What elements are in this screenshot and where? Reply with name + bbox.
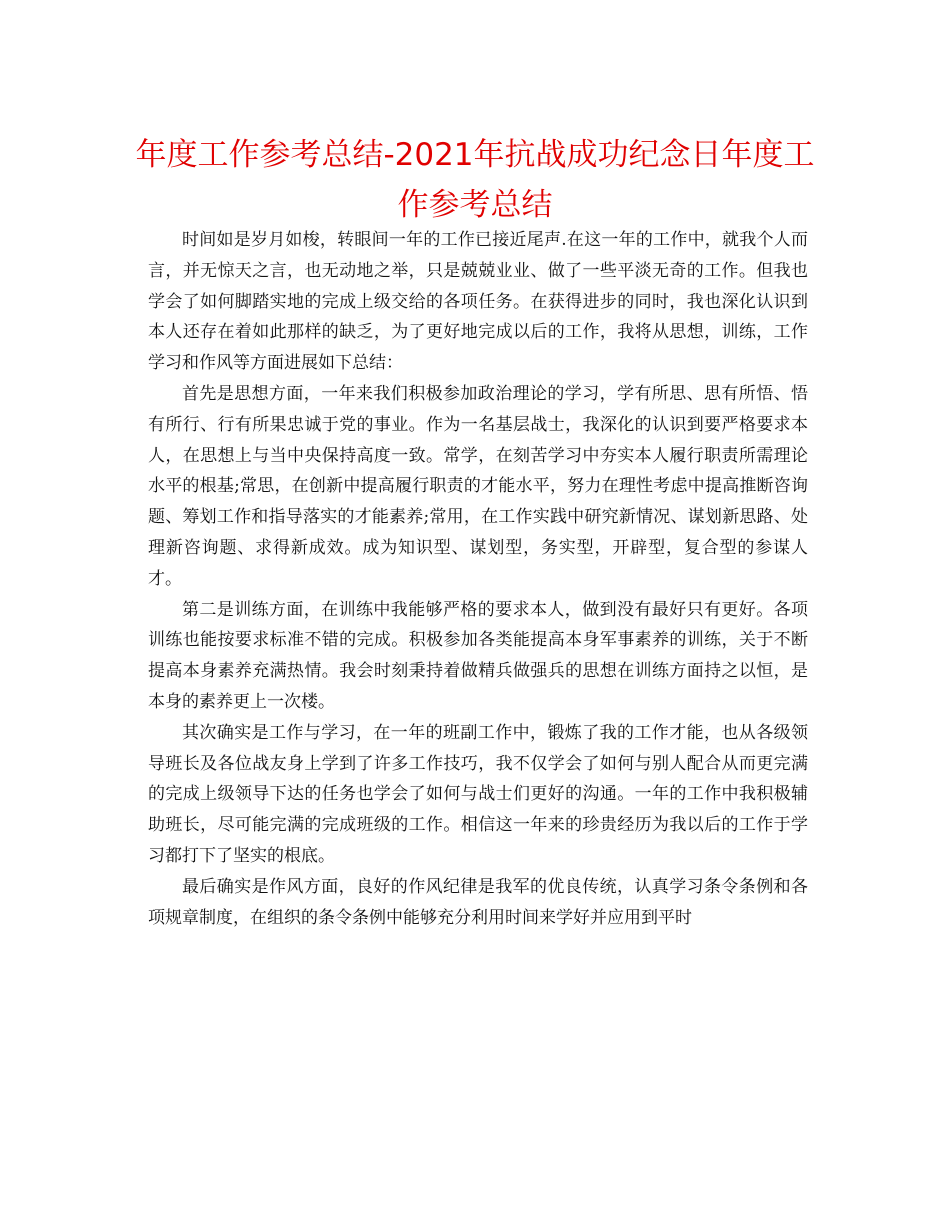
paragraph-intro: 时间如是岁月如梭，转眼间一年的工作已接近尾声.在这一年的工作中，就我个人而言，并无惊天之言，也无动地之举，只是兢兢业业、做了一些平淡无奇的工作。但我也学会了如何脚踏实地的完成上级交给的各项任务。在获得进步的同时，我也深化认识到本人还存在着如此那样的缺乏，为了更好地完成以后的工作，我将从思想，训练，工作学习和作风等方面进展如下总结： — [148, 230, 808, 374]
paragraph-style: 最后确实是作风方面，良好的作风纪律是我军的优良传统，认真学习条令条例和各项规章制度，在组织的条令条例中能够充分利用时间来学好并应用到平时 — [148, 876, 808, 928]
document-body — [148, 225, 808, 933]
paragraph-thought: 首先是思想方面，一年来我们积极参加政治理论的学习，学有所思、思有所悟、悟有所行、行有所果忠诚于党的事业。作为一名基层战士，我深化的认识到要严格要求本人，在思想上与当中央保持高度一致。常学，在刻苦学习中夯实本人履行职责所需理论水平的根基;常思，在创新中提高履行职责的才能水平，努力在理性考虑中提高推断咨询题、筹划工作和指导落实的才能素养;常用，在工作实践中研究新情况、谋划新思路、处理新咨询题、求得新成效。成为知识型、谋划型，务实型，开辟型，复合型的参谋人才。 — [148, 383, 808, 589]
document-title: 年度工作参考总结-2021年抗战成功纪念日年度工作参考总结 — [135, 137, 815, 223]
paragraph-work-study: 其次确实是工作与学习，在一年的班副工作中，锻炼了我的工作才能，也从各级领导班长及各位战友身上学到了许多工作技巧，我不仅学会了如何与别人配合从而更完满的完成上级领导下达的任务也学会了如何与战士们更好的沟通。一年的工作中我积极辅助班长，尽可能完满的完成班级的工作。相信这一年来的珍贵经历为我以后的工作于学习都打下了坚实的根底。 — [148, 722, 808, 866]
paragraph-training: 第二是训练方面，在训练中我能够严格的要求本人，做到没有最好只有更好。各项训练也能按要求标准不错的完成。积极参加各类能提高本身军事素养的训练，关于不断提高本身素养充满热情。我会时刻秉持着做精兵做强兵的思想在训练方面持之以恒，是本身的素养更上一次楼。 — [148, 599, 808, 712]
